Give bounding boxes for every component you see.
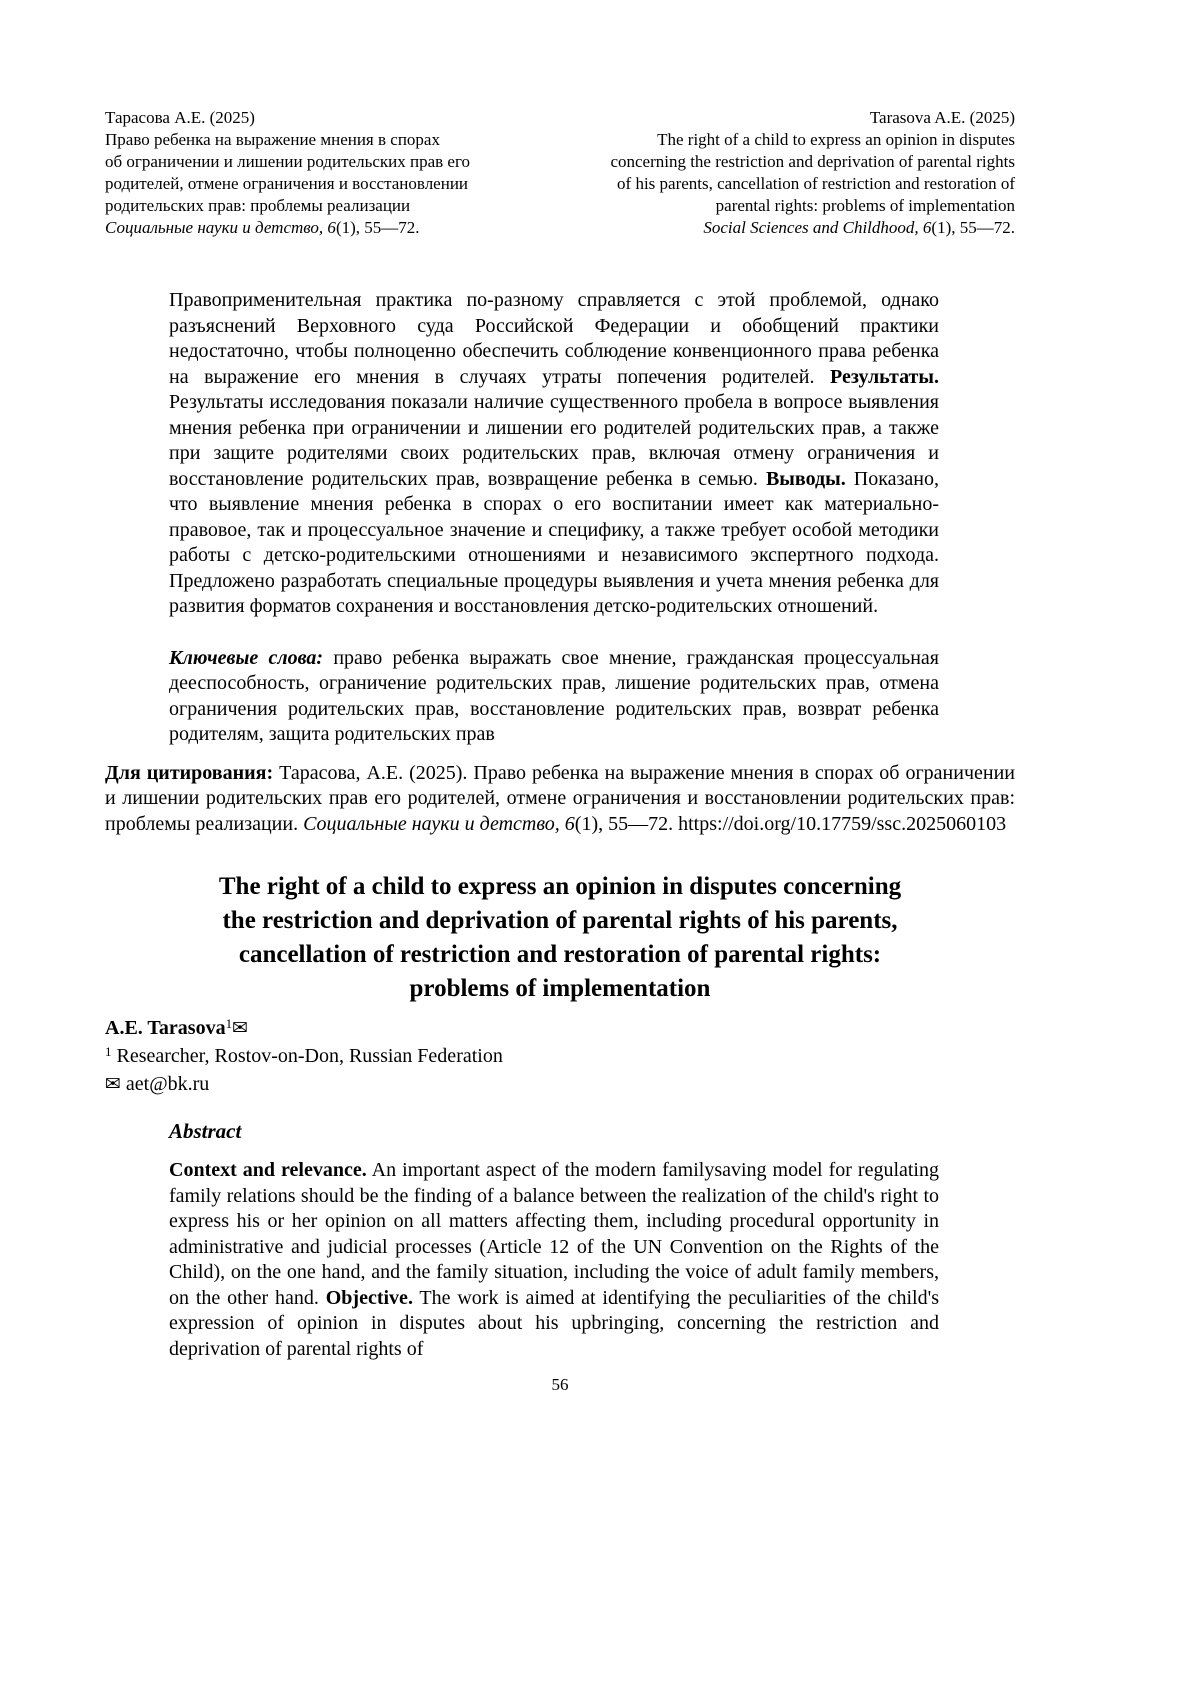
doi-link[interactable]: https://doi.org/10.17759/ssc.2025060103 — [678, 812, 1007, 835]
affiliation-line — [105, 1043, 1015, 1071]
english-abstract-paragraph: Context and relevance. An important aspect of the modern familysaving model for regulating family relations should be the finding of a balance between the realization of the child's right to express his or her opinion on all matters affecting them, including procedural opportunity in administrative and judicial processes (Article 12 of the UN Convention on the Rights of the Child), on the one hand, and the family situation, including the voice of adult family members, on the other hand. Objective. The work is aimed at identifying the peculiarities of the child's expression of opinion in disputes about his upbringing, concerning the restriction and deprivation of parental rights of — [169, 1159, 939, 1360]
affiliation-marker: 1 — [105, 1044, 112, 1060]
for-citation-paragraph — [105, 761, 1015, 838]
email-line — [105, 1071, 1015, 1097]
article-title: The right of a child to express an opinion in disputes concerning the restriction and deprivation of parental rights of his parents, cancellation of restriction and restoration of parental rights: problems of implementation — [218, 873, 902, 1002]
russian-abstract-paragraph: Правоприменительная практика по-разному справляется с этой проблемой, однако разъяснений Верховного суда Российской Федерации и обобщений практики недостаточно, чтобы полноценно обеспечить соблюдение конвенционного права ребенка на выражение его мнения в случаях утраты попечения родителей. Результаты. Результаты исследования показали наличие существенного пробела в вопросе выявления мнения ребенка при ограничении и лишении его родителей родительских прав, а также при защите родителями своих родительских прав, включая отмену ограничения и восстановление родительских прав, возвращение ребенка в семью. Выводы. Показано, что выявление мнения ребенка в спорах о его воспитании имеет как материально-правовое, так и процессуальное значение и специфику, а также требует особой методики работы с детско-родительскими отношениями и независимого экспертного подхода. Предложено разработать специальные процедуры выявления и учета мнения ребенка для развития форматов сохранения и восстановления детско-родительских отношений. — [169, 289, 939, 617]
author-line — [105, 1015, 1015, 1043]
citation-text: Для цитирования: Тарасова, А.Е. (2025). Право ребенка на выражение мнения в спорах об ограничении и лишении родительских прав его родителей, отмене ограничения и восстановлении родительских прав: проблемы реализации. Социальные науки и детство, 6(1), 55—72. — [105, 761, 1015, 835]
citation-header-english: Tarasova A.E. (2025) The right of a child to express an opinion in disputes concerning the restriction and deprivation of parental rights of his parents, cancellation of restriction and restoration of parental rights: problems of implementation Social Sciences and Childhood, 6(1), 55—72. — [610, 108, 1015, 237]
abstract-heading: Abstract — [169, 1119, 242, 1143]
running-head — [105, 107, 1015, 239]
author-name: A.E. Tarasova — [105, 1017, 226, 1039]
email-address[interactable]: aet@bk.ru — [125, 1073, 210, 1095]
keywords-paragraph: Ключевые слова: право ребенка выражать свое мнение, гражданская процессуальная дееспособность, ограничение родительских прав, лишение родительских прав, отмена ограничения родительских прав, восстановление родительских прав, возврат ребенка родителям, защита родительских прав — [169, 646, 940, 745]
envelope-icon: ✉ — [105, 1073, 121, 1095]
citation-header-russian: Тарасова А.Е. (2025) Право ребенка на выражение мнения в спорах об ограничении и лишении родительских прав его родителей, отмене ограничения и восстановлении родительских прав: проблемы реализации Социальные науки и детство, 6(1), 55—72. — [105, 108, 470, 237]
page-number: 56 — [551, 1375, 569, 1394]
envelope-icon: ✉ — [232, 1017, 249, 1039]
author-affiliation-marker: 1 — [225, 1016, 233, 1032]
affiliation-text: Researcher, Rostov-on-Don, Russian Federation — [111, 1045, 503, 1067]
